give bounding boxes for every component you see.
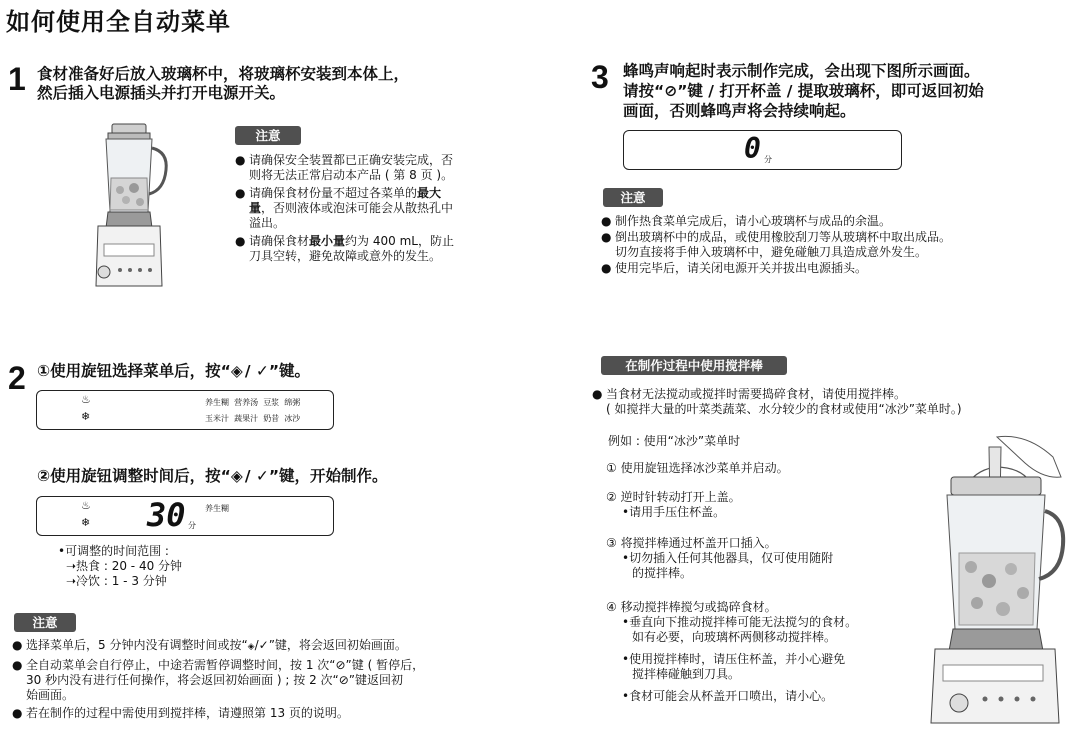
done-display — [623, 130, 902, 170]
step-3-note-tag: 注意 — [603, 188, 663, 207]
bullet: ● — [601, 261, 612, 275]
note-item: ● 使用完毕后，请关闭电源开关并拔出电源插头。 — [601, 261, 868, 275]
tamper-step-4-note-a-cont: 如有必要，向玻璃杯两侧移动搅拌棒。 — [632, 630, 837, 644]
step-3-notes — [601, 214, 1061, 279]
stop-icon: ⊘ — [664, 82, 678, 100]
bullet: ● — [235, 186, 246, 200]
bullet: ● — [235, 234, 246, 248]
tamper-intro — [592, 387, 1062, 420]
note-item: ● 制作热食菜单完成后，请小心玻璃杯与成品的余温。 — [601, 214, 892, 228]
step-2-text-a: ①使用旋钮选择菜单后，按“◈ / ✓”键。 — [37, 362, 311, 380]
bullet: ● — [592, 387, 603, 401]
range-title: •可调整的时间范围 : — [58, 544, 169, 558]
step-1-notes — [235, 153, 495, 267]
note-item: ● 选择菜单后，5 分钟内没有调整时间或按“◈/✓”键，将会返回初始画面。 — [12, 638, 407, 652]
cold-icon: ❄ — [81, 516, 91, 529]
note-item: ● 全自动菜单会自行停止，中途若需暂停调整时间，按 1 次“⊘”键 ( 暂停后， 30 秒内没有进行任何操作，将会返回初始画面 ) ; 按 2 次“⊘”键返回初 始画面。 — [12, 658, 425, 702]
time-unit: 分 — [188, 521, 196, 530]
steam-icon: ♨ — [81, 499, 91, 512]
step-2-note-tag: 注意 — [14, 613, 76, 632]
note-item: ● 请确保食材最小量约为 400 mL，防止 刀具空转，避免故障或意外的发生。 — [235, 234, 454, 263]
start-icon: ◈ — [247, 642, 255, 652]
time-digits: 30 — [147, 496, 186, 534]
menu-row-hot: 养生糊 营养汤 豆浆 绵粥 — [205, 398, 301, 407]
start-icon: ◈ — [230, 362, 243, 380]
done-digit: 0 — [744, 132, 761, 165]
stop-icon: ⊘ — [335, 658, 346, 672]
range-cold: ➝冷饮 : 1 - 3 分钟 — [66, 574, 167, 588]
step-2-text-b: ②使用旋钮调整时间后，按“◈ / ✓”键，开始制作。 — [37, 467, 388, 485]
selected-menu: 养生糊 — [205, 504, 229, 513]
bullet: ● — [12, 706, 23, 720]
tamper-step-4-note-b: •使用搅拌棒时，请压住杯盖，并小心避免 — [622, 652, 846, 666]
menu-row-cold: 玉米汁 蔬果汁 奶昔 冰沙 — [205, 414, 301, 423]
tamper-step-3: ③ 将搅拌棒通过杯盖开口插入。 — [606, 536, 777, 550]
bullet: ● — [12, 658, 23, 672]
menu-display — [36, 390, 334, 430]
tamper-section-tag: 在制作过程中使用搅拌棒 — [601, 356, 787, 375]
bullet: ● — [235, 153, 246, 167]
step-1-note-tag: 注意 — [235, 126, 301, 145]
tamper-step-4-note-b-cont: 搅拌棒碰触到刀具。 — [632, 667, 741, 681]
blender-tamper-illustration — [925, 433, 1065, 725]
step-2-notes — [12, 638, 502, 724]
bullet: ● — [601, 230, 612, 244]
step-3-line3: 画面，否则蜂鸣声将会持续响起。 — [623, 102, 856, 120]
done-unit: 分 — [764, 155, 772, 164]
note-item: ● 若在制作的过程中需使用到搅拌棒，请遵照第 13 页的说明。 — [12, 706, 349, 720]
step-3-line1: 蜂鸣声响起时表示制作完成，会出现下图所示画面。 — [623, 62, 980, 80]
step-2-number: 2 — [8, 360, 26, 396]
tamper-example: 例如 : 使用“冰沙”菜单时 — [608, 434, 741, 448]
note-item: ● 倒出玻璃杯中的成品，或使用橡胶刮刀等从玻璃杯中取出成品。 切勿直接将手伸入玻璃杯中，避免碰触刀具造成意外发生。 — [601, 230, 952, 259]
page-title: 如何使用全自动菜单 — [6, 8, 231, 36]
tamper-step-4-note-c: •食材可能会从杯盖开口喷出，请小心。 — [622, 689, 834, 703]
steam-icon: ♨ — [81, 393, 91, 406]
step-3-line2: 请按“⊘”键 / 打开杯盖 / 提取玻璃杯，即可返回初始 — [623, 82, 984, 100]
tamper-step-3-note: •切勿插入任何其他器具，仅可使用随附 — [622, 551, 834, 565]
start-icon: ◈ — [230, 467, 243, 485]
step-3-number: 3 — [591, 59, 609, 95]
tamper-step-2: ② 逆时针转动打开上盖。 — [606, 490, 741, 504]
note-item: ● 请确保安全装置都已正确安装完成，否 则将无法正常启动本产品 ( 第 8 页 )。 — [235, 153, 454, 182]
stop-icon: ⊘ — [338, 673, 349, 687]
cold-icon: ❄ — [81, 410, 91, 423]
step-1-text-line2: 然后插入电源插头并打开电源开关。 — [37, 84, 286, 102]
tamper-step-1: ① 使用旋钮选择冰沙菜单并启动。 — [606, 461, 789, 475]
step-1-number: 1 — [8, 61, 26, 97]
tamper-step-4-note-a: •垂直向下推动搅拌棒可能无法搅匀的食材。 — [622, 615, 858, 629]
tamper-step-4: ④ 移动搅拌棒搅匀或捣碎食材。 — [606, 600, 777, 614]
bullet: ● — [601, 214, 612, 228]
step-1-text-line1: 食材准备好后放入玻璃杯中，将玻璃杯安装到本体上， — [37, 65, 410, 83]
range-hot: ➝热食 : 20 - 40 分钟 — [66, 559, 183, 573]
note-item: ● 当食材无法搅动或搅拌时需要捣碎食材，请使用搅拌棒。 ( 如搅拌大量的叶菜类蔬菜、水分较少的食材或使用“冰沙”菜单时。) — [592, 387, 962, 416]
blender-illustration — [82, 118, 172, 288]
time-display — [36, 496, 334, 536]
note-item: ● 请确保食材份量不超过各菜单的最大 量，否则液体或泡沫可能会从散热孔中 溢出。 — [235, 186, 454, 230]
bullet: ● — [12, 638, 23, 652]
tamper-step-2-note: •请用手压住杯盖。 — [622, 505, 726, 519]
tamper-step-3-note-cont: 的搅拌棒。 — [632, 566, 693, 580]
